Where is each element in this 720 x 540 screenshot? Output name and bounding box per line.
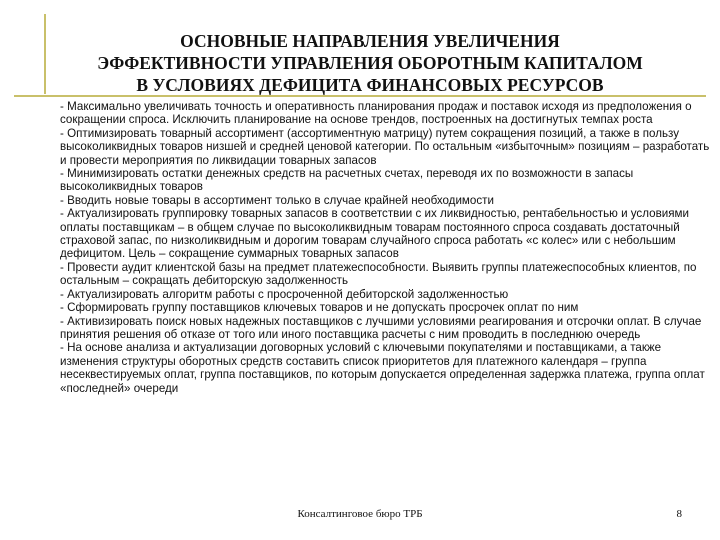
title-line-2: ЭФФЕКТИВНОСТИ УПРАВЛЕНИЯ ОБОРОТНЫМ КАПИТАЛОМ bbox=[97, 53, 643, 73]
bullet-marker: - bbox=[60, 301, 64, 315]
slide-title bbox=[40, 30, 700, 96]
bullet-marker: - bbox=[60, 207, 64, 221]
title-line-1: ОСНОВНЫЕ НАПРАВЛЕНИЯ УВЕЛИЧЕНИЯ bbox=[180, 31, 560, 51]
list-item bbox=[60, 127, 710, 167]
list-item bbox=[60, 315, 710, 342]
bullet-list bbox=[60, 100, 710, 395]
list-item bbox=[60, 341, 710, 395]
title-line-3: В УСЛОВИЯХ ДЕФИЦИТА ФИНАНСОВЫХ РЕСУРСОВ bbox=[136, 75, 604, 95]
list-item-text: Активизировать поиск новых надежных поставщиков с лучшими условиями реагирования и отсрочки оплат. В случае принятия решения об отказе от того или иного поставщика расчеты с ним проводить в последнюю очередь bbox=[60, 314, 702, 341]
footer-company: Консалтинговое бюро ТРБ bbox=[297, 508, 423, 520]
bullet-marker: - bbox=[60, 193, 64, 207]
list-item bbox=[60, 167, 710, 194]
list-item-text: На основе анализа и актуализации договорных условий с ключевыми покупателями и поставщиками, а также изменения структуры оборотных средств составить список приоритетов для платежного календаря – группа несеквестируемых оплат, группа поставщиков, по которым допускается определенная задержка платежа, группа оплат «последней» очереди bbox=[60, 341, 705, 395]
list-item-text: Минимизировать остатки денежных средств на расчетных счетах, переводя их по возможности в запасы высоколиквидных товаров bbox=[60, 167, 634, 194]
list-item-text: Максимально увеличивать точность и оперативность планирования продаж и поставок исходя из предположения о сокращении спроса. Исключить планирование на основе трендов, построенных на достигнутых темпах роста bbox=[60, 100, 692, 127]
page-number: 8 bbox=[676, 508, 682, 520]
list-item bbox=[60, 207, 710, 261]
bullet-marker: - bbox=[60, 100, 64, 113]
bullet-marker: - bbox=[60, 341, 64, 355]
list-item-text: Актуализировать группировку товарных запасов в соответствии с их ликвидностью, рентабельностью и условиями оплаты поставщикам – в общем случае по высоколиквидным товарам постоянного спроса создавать достаточный страховой запас, по низколиквидным и дорогим товарам случайного спроса работать «с колес» или с небольшим дефицитом. Цель – сокращение суммарных товарных запасов bbox=[60, 207, 689, 261]
list-item-text: Оптимизировать товарный ассортимент (ассортиментную матрицу) путем сокращения позиций, а также в пользу высоколиквидных товаров низшей и средней ценовой категории. По остальным «избыточным» позициям – разработать и провести мероприятия по ликвидации товарных запасов bbox=[60, 126, 710, 167]
list-item bbox=[60, 100, 710, 127]
list-item bbox=[60, 301, 710, 314]
bullet-marker: - bbox=[60, 126, 64, 140]
bullet-marker: - bbox=[60, 260, 64, 274]
list-item-text: Актуализировать алгоритм работы с просроченной дебиторской задолженностью bbox=[67, 287, 509, 301]
bullet-marker: - bbox=[60, 287, 64, 301]
bullet-marker: - bbox=[60, 167, 64, 181]
list-item bbox=[60, 261, 710, 288]
list-item bbox=[60, 194, 710, 207]
list-item-text: Сформировать группу поставщиков ключевых товаров и не допускать просрочек оплат по ним bbox=[67, 301, 579, 315]
list-item bbox=[60, 288, 710, 301]
bullet-marker: - bbox=[60, 314, 64, 328]
list-item-text: Вводить новые товары в ассортимент только в случае крайней необходимости bbox=[67, 193, 494, 207]
list-item-text: Провести аудит клиентской базы на предмет платежеспособности. Выявить группы платежеспособных клиентов, по остальным – сокращать дебиторскую задолженность bbox=[60, 260, 697, 288]
